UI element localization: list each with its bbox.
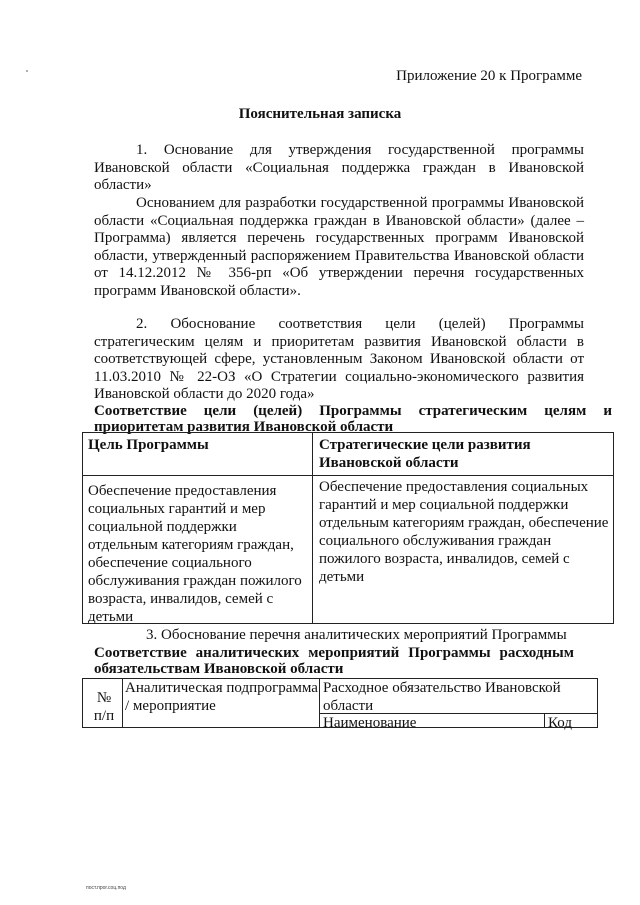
analytics-table <box>82 678 598 731</box>
scan-speck <box>26 70 28 72</box>
table-divider <box>122 679 123 727</box>
table-divider <box>544 713 545 727</box>
section-2-heading: 2. Обоснование соответствия цели (целей) Программы стратегическим целям и приоритетам развития Ивановской области в соответствующей сфере, установленным Законом Ивановской области от 11.03.2010 № 22-ОЗ «О Стратегии социально-экономического развития Ивановской области до 2020 года» <box>94 316 584 402</box>
table-2-title: Соответствие аналитических мероприятий Программы расходным обязательствам Ивановской области <box>94 645 574 677</box>
table-cell-strategic-goals: Обеспечение предоставления социальных гарантий и мер социальной поддержки отдельным категориям граждан, обеспечение социального обслуживания граждан пожилого возраста, инвалидов, семей с детьми <box>319 479 609 585</box>
table-cell-program-goal: Обеспечение предоставления социальных гарантий и мер социальной поддержки отдельным категориям граждан, обеспечение социального обслуживания граждан пожилого возраста, инвалидов, семей с детьми <box>88 483 302 625</box>
footer-filename: пост.прог.соц.под <box>86 885 126 891</box>
section-1-heading: 1. Основание для утверждения государственной программы Ивановской области «Социальная поддержка граждан в Ивановской области» <box>94 142 584 193</box>
section-1-body: Основанием для разработки государственной программы Ивановской области «Социальная поддержка граждан в Ивановской области» (далее – Программа) является перечень государственных программ Ивановской области, утвержденный распоряжением Правительства Ивановской области от 14.12.2012 № 356-рп «Об утверждении перечня государственных программ Ивановской области». <box>94 195 584 299</box>
table-header-number: № п/п <box>93 690 115 724</box>
table-header-strategic-goals: Стратегические цели развития Ивановской области <box>319 437 531 471</box>
table-divider <box>312 433 313 623</box>
section-3-heading: 3. Обоснование перечня аналитических мероприятий Программы <box>146 627 567 643</box>
table-header-event: Аналитическая подпрограмма / мероприятие <box>125 680 318 714</box>
document-title: Пояснительная записка <box>238 106 402 122</box>
table-subheader-code: Код <box>548 715 572 731</box>
table-subheader-name: Наименование <box>323 715 417 731</box>
goals-table <box>82 432 614 624</box>
table-divider <box>83 475 613 476</box>
table-header-obligation: Расходное обязательство Ивановской области <box>323 680 561 714</box>
table-1-title: Соответствие цели (целей) Программы стратегическим целям и приоритетам развития Ивановской области <box>94 403 612 435</box>
table-header-program-goal: Цель Программы <box>88 437 209 453</box>
appendix-label: Приложение 20 к Программе <box>396 68 582 84</box>
